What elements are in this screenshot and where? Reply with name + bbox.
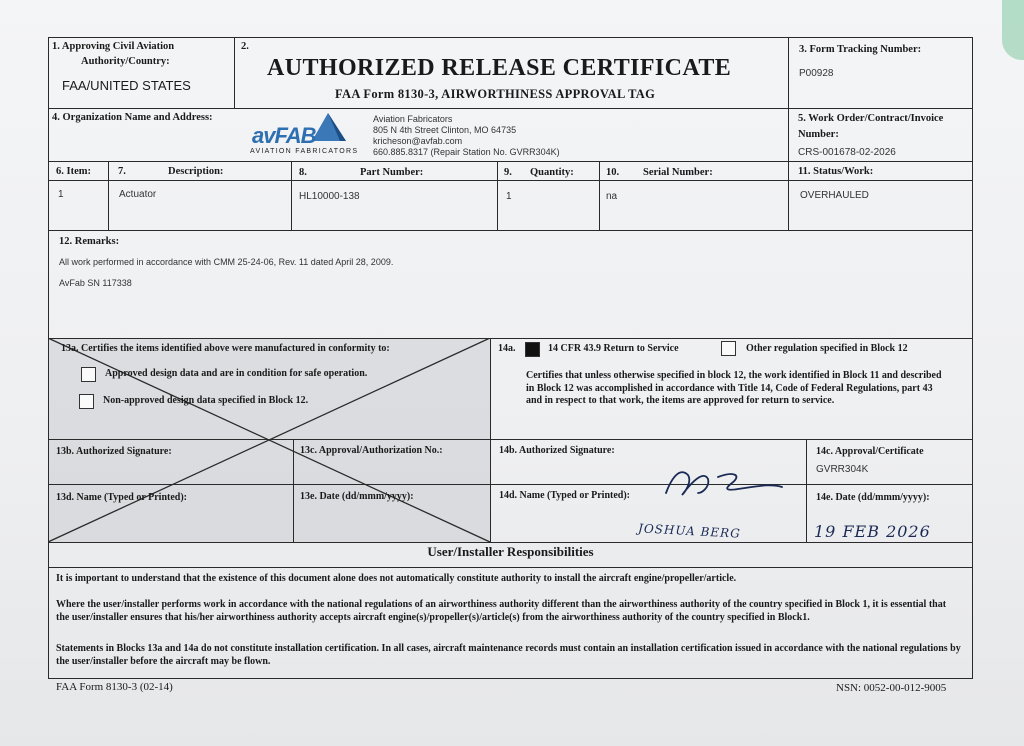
responsibilities-p1: It is important to understand that the existence of this document alone does not automatically constitute authority to install the aircraft engine/propeller/article. <box>56 573 737 584</box>
block13a-checkbox-approved[interactable] <box>81 367 96 382</box>
footer-form-number: FAA Form 8130-3 (02-14) <box>56 681 173 693</box>
row-status: OVERHAULED <box>800 190 869 201</box>
block4-label: 4. Organization Name and Address: <box>52 112 213 123</box>
row-item: 1 <box>58 189 64 200</box>
header-serial-num: 10. <box>606 167 620 178</box>
row-description: Actuator <box>119 189 157 200</box>
block14c-label: 14c. Approval/Certificate <box>816 446 924 457</box>
block5-label-2: Number: <box>798 129 839 140</box>
remarks-line-2: AvFab SN 117338 <box>59 278 132 288</box>
work-order-number: CRS-001678-02-2026 <box>798 147 896 158</box>
form-subtitle: FAA Form 8130-3, AIRWORTHINESS APPROVAL TAG <box>335 87 656 101</box>
org-line-4: 660.885.8317 (Repair Station No. GVRR304K) <box>373 147 560 157</box>
responsibilities-p3: Statements in Blocks 13a and 14a do not constitute installation certification. In all cases, aircraft maintenance records must contain an installation certification issued in accordance with the national regulations by the user/installer before the aircraft may be flown. <box>56 643 961 667</box>
authorized-signature <box>658 457 788 505</box>
block13e-label: 13e. Date (dd/mmm/yyyy): <box>300 491 414 502</box>
header-desc-num: 7. <box>118 166 126 177</box>
logo-text: avFAB <box>252 123 316 148</box>
header-part: Part Number: <box>360 167 424 178</box>
header-description: Description: <box>168 166 224 177</box>
block14b-label: 14b. Authorized Signature: <box>499 445 615 456</box>
block3-label: 3. Form Tracking Number: <box>799 44 922 55</box>
block13a-opt2: Non-approved design data specified in Block 12. <box>103 395 309 406</box>
block13a-opt1: Approved design data and are in condition for safe operation. <box>105 368 368 379</box>
avfab-logo <box>250 111 368 159</box>
org-line-1: Aviation Fabricators <box>373 114 453 124</box>
block14a-label: 14a. <box>498 343 516 354</box>
header-item: 6. Item: <box>56 166 91 177</box>
row-quantity: 1 <box>506 191 512 202</box>
header-quantity: Quantity: <box>530 167 574 178</box>
signer-name: JOSHUA BERG <box>637 521 742 541</box>
block13a-label: 13a. Certifies the items identified above were manufactured in conformity to: <box>61 343 390 354</box>
remarks-label: 12. Remarks: <box>59 236 120 247</box>
block14a-checkbox-43-9[interactable] <box>525 342 540 357</box>
footer-nsn: NSN: 0052-00-012-9005 <box>836 682 947 694</box>
block14d-label: 14d. Name (Typed or Printed): <box>499 490 631 501</box>
block2-label: 2. <box>241 41 249 52</box>
certificate-form <box>38 37 973 679</box>
remarks-line-1: All work performed in accordance with CMM 25-24-06, Rev. 11 dated April 28, 2009. <box>59 257 394 267</box>
block14a-opt2: Other regulation specified in Block 12 <box>746 343 908 354</box>
header-status: 11. Status/Work: <box>798 166 874 177</box>
responsibilities-p2: Where the user/installer performs work in accordance with the national regulations of an airworthiness authority different than the airworthiness authority of the country specified in Block 1, it is essential that the user/installer ensures that his/her airworthiness authority accepts aircraft engine(s)/propeller(s)/article(s) from the airworthiness authority of the country specified in Block1. <box>56 599 947 623</box>
block14a-checkbox-other[interactable] <box>721 341 736 356</box>
header-qty-num: 9. <box>504 167 512 178</box>
block14e-label: 14e. Date (dd/mmm/yyyy): <box>816 492 930 503</box>
org-line-2: 805 N 4th Street Clinton, MO 64735 <box>373 125 517 135</box>
header-part-num: 8. <box>299 167 307 178</box>
block14a-opt1: 14 CFR 43.9 Return to Service <box>548 343 679 354</box>
block5-label-1: 5. Work Order/Contract/Invoice <box>798 113 944 124</box>
block13a-checkbox-nonapproved[interactable] <box>79 394 94 409</box>
header-serial: Serial Number: <box>643 167 713 178</box>
logo-subtext: AVIATION FABRICATORS <box>250 148 359 155</box>
block13b-label: 13b. Authorized Signature: <box>56 446 172 457</box>
approval-certificate-number: GVRR304K <box>816 464 869 475</box>
form-tracking-number: P00928 <box>799 68 834 79</box>
block1-label-2: Authority/Country: <box>81 56 170 67</box>
responsibilities-heading: User/Installer Responsibilities <box>427 544 594 559</box>
block13c-label: 13c. Approval/Authorization No.: <box>300 445 443 456</box>
block1-value: FAA/UNITED STATES <box>62 78 191 93</box>
green-tab <box>1002 0 1024 60</box>
block13d-label: 13d. Name (Typed or Printed): <box>56 492 188 503</box>
block14a-text: Certifies that unless otherwise specified in block 12, the work identified in Block 11 and described in Block 12 was accomplished in accordance with Title 14, Code of Federal Regulations, part 43 and in respect to that work, the items are approved for return to service. <box>526 370 942 406</box>
block1-label-1: 1. Approving Civil Aviation <box>52 41 175 52</box>
row-part-number: HL10000-138 <box>299 191 360 202</box>
sign-date: 19 FEB 2026 <box>814 522 931 541</box>
form-title: AUTHORIZED RELEASE CERTIFICATE <box>267 55 732 81</box>
row-serial: na <box>606 191 618 202</box>
org-line-3: kricheson@avfab.com <box>373 136 463 146</box>
